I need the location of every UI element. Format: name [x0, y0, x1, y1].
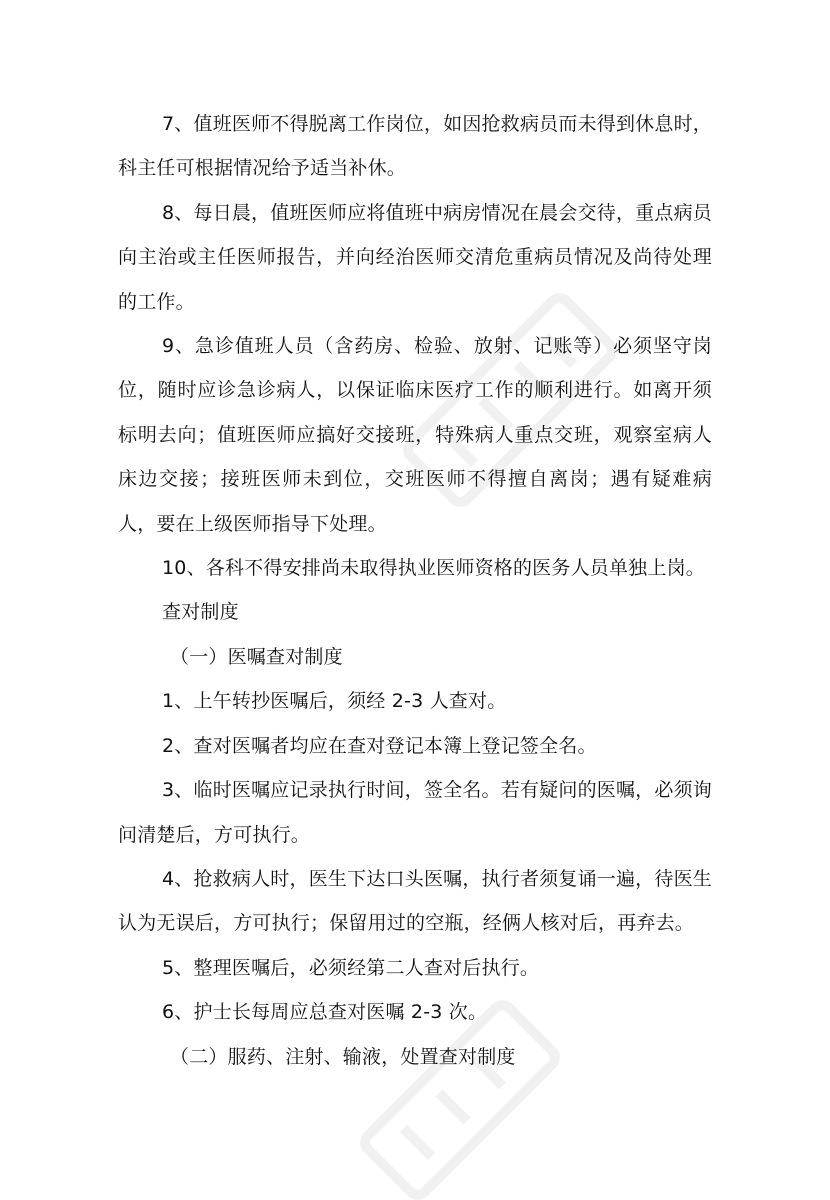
- check-item-3: 3、临时医嘱应记录执行时间，签全名。若有疑问的医嘱，必须询问清楚后，方可执行。: [118, 779, 712, 846]
- subsection-heading-orders: （一）医嘱查对制度: [170, 645, 343, 668]
- section-title-check-system: 查对制度: [162, 601, 239, 624]
- check-item-1: 1、上午转抄医嘱后，须经 2-3 人查对。: [162, 690, 507, 713]
- paragraph-rule-10: 10、各科不得安排尚未取得执业医师资格的医务人员单独上岗。: [162, 557, 705, 580]
- paragraph-rule-9: 9、急诊值班人员（含药房、检验、放射、记账等）必须坚守岗位，随时应诊急诊病人，以保证临床医疗工作的顺利进行。如离开须标明去向；值班医师应搞好交接班，特殊病人重点交班，观察室病人床边交接；接班医师未到位，交班医师不得擅自离岗；遇有疑难病人，要在上级医师指导下处理。: [118, 335, 712, 535]
- check-item-2: 2、查对医嘱者均应在查对登记本簿上登记签全名。: [162, 734, 597, 757]
- document-body: [118, 102, 712, 1079]
- subsection-heading-medication: （二）服药、注射、输液，处置查对制度: [170, 1045, 516, 1068]
- check-item-5: 5、整理医嘱后，必须经第二人查对后执行。: [162, 956, 540, 979]
- check-item-6: 6、护士长每周应总查对医嘱 2-3 次。: [162, 1001, 488, 1024]
- paragraph-rule-8: 8、每日晨，值班医师应将值班中病房情况在晨会交待，重点病员向主治或主任医师报告，并向经治医师交清危重病员情况及尚待处理的工作。: [118, 201, 712, 313]
- paragraph-rule-7: 7、值班医师不得脱离工作岗位，如因抢救病员而未得到休息时，科主任可根据情况给予适当补休。: [118, 113, 712, 180]
- check-item-4: 4、抢救病人时，医生下达口头医嘱，执行者须复诵一遍，待医生认为无误后，方可执行；保留用过的空瓶，经俩人核对后，再弃去。: [118, 867, 712, 935]
